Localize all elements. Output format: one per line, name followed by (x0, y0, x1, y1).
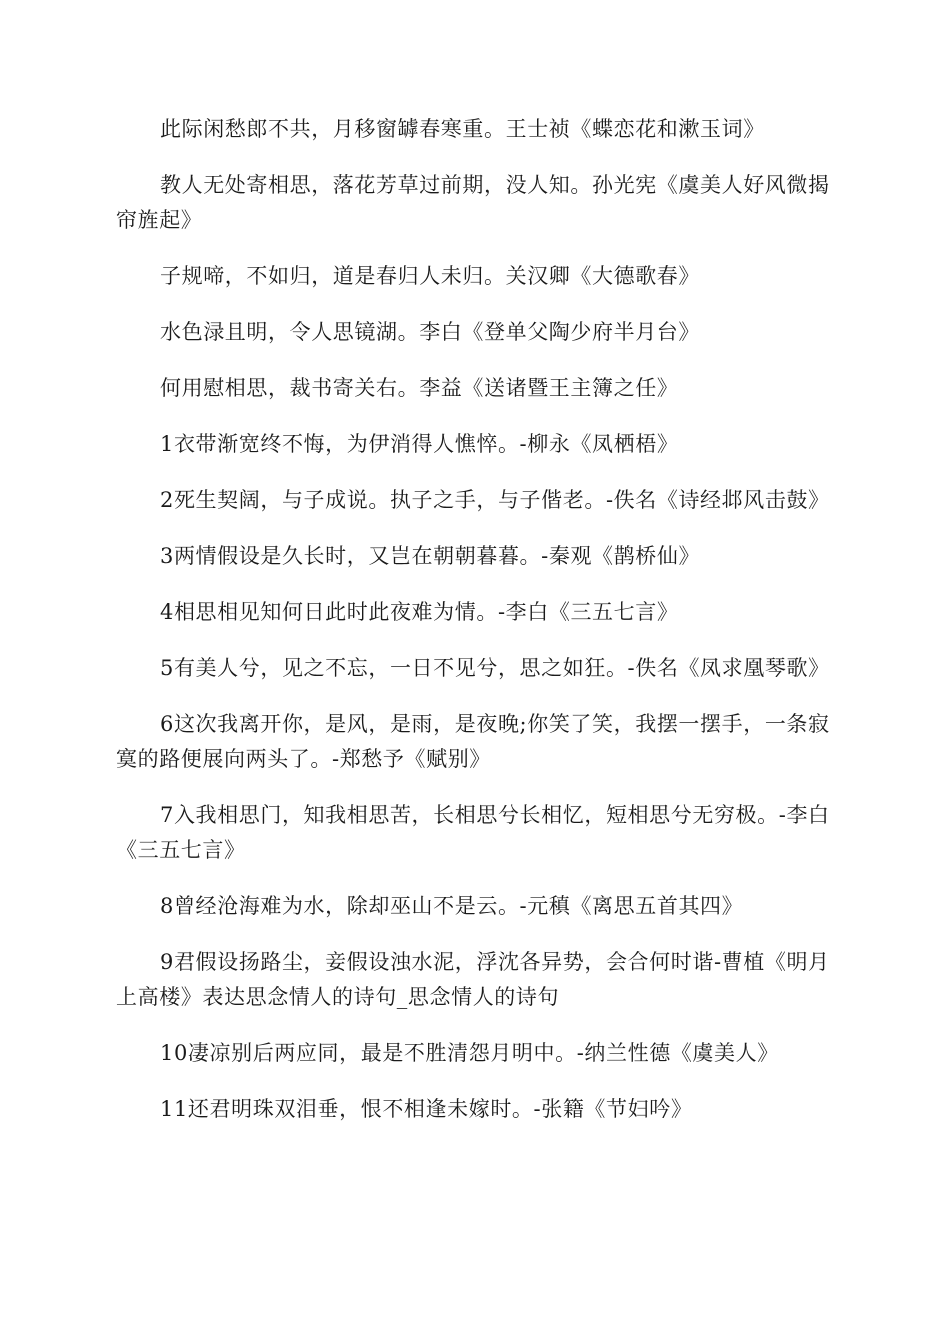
paragraph-9: 4相思相见知何日此时此夜难为情。-李白《三五七言》 (160, 600, 679, 624)
paragraph-15: 10凄凉别后两应同，最是不胜清怨月明中。-纳兰性德《虞美人》 (160, 1041, 779, 1065)
paragraph-2: 教人无处寄相思，落花芳草过前期，没人知。孙光宪《虞美人好风微揭帘旌起》 (116, 173, 830, 232)
document-body (116, 112, 838, 1148)
paragraph-10: 5有美人兮，见之不忘，一日不见兮，思之如狂。-佚名《凤求凰琴歌》 (160, 656, 830, 680)
paragraph-16: 11还君明珠双泪垂，恨不相逢未嫁时。-张籍《节妇吟》 (160, 1097, 693, 1121)
paragraph-8: 3两情假设是久长时，又岂在朝朝暮暮。-秦观《鹊桥仙》 (160, 544, 701, 568)
paragraph-1: 此际闲愁郎不共，月移窗罅春寒重。王士祯《蝶恋花和漱玉词》 (160, 117, 765, 141)
paragraph-3: 子规啼，不如归，道是春归人未归。关汉卿《大德歌春》 (160, 264, 700, 288)
paragraph-6: 1衣带渐宽终不悔，为伊消得人憔悴。-柳永《凤栖梧》 (160, 432, 679, 456)
paragraph-13: 8曾经沧海难为水，除却巫山不是云。-元稹《离思五首其四》 (160, 894, 744, 918)
paragraph-5: 何用慰相思，裁书寄关右。李益《送诸暨王主簿之任》 (160, 376, 679, 400)
paragraph-12: 7入我相思门，知我相思苦，长相思兮长相忆，短相思兮无穷极。-李白《三五七言》 (116, 803, 830, 862)
paragraph-14: 9君假设扬路尘，妾假设浊水泥，浮沈各异势，会合何时谐-曹植《明月上高楼》表达思念情人的诗句_思念情人的诗句 (116, 950, 830, 1009)
paragraph-4: 水色渌且明，令人思镜湖。李白《登单父陶少府半月台》 (160, 320, 700, 344)
paragraph-7: 2死生契阔，与子成说。执子之手，与子偕老。-佚名《诗经邶风击鼓》 (160, 488, 830, 512)
paragraph-11: 6这次我离开你，是风，是雨，是夜晚;你笑了笑，我摆一摆手，一条寂寞的路便展向两头了。-郑愁予《赋别》 (116, 712, 830, 771)
